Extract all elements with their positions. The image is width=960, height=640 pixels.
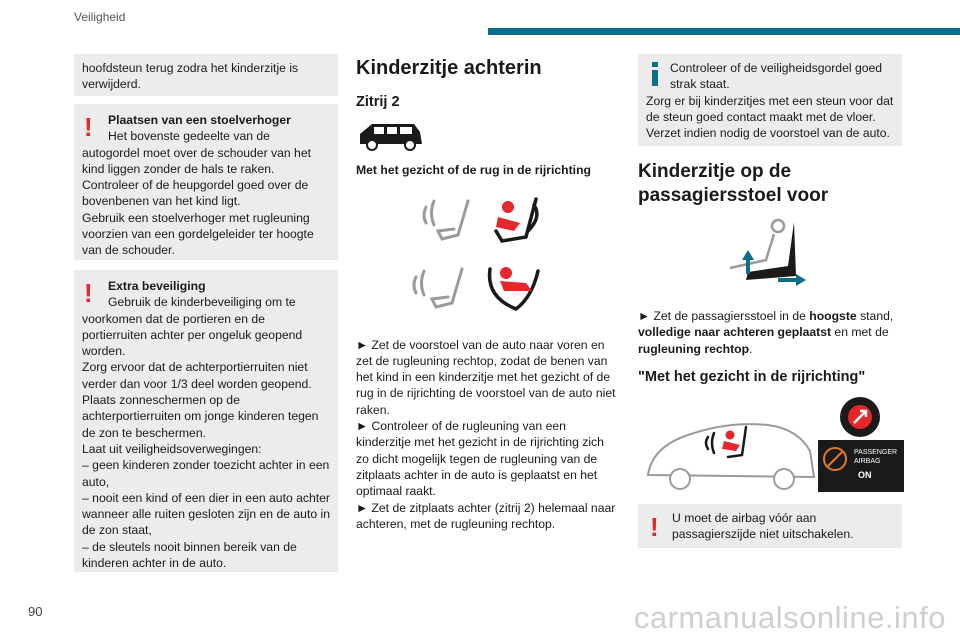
note-box-headrest — [74, 54, 338, 96]
warning-box-extra — [74, 270, 338, 572]
box-line: Plaats zonneschermen op de achterportierruiten om jonge kinderen tegen de zon te beschermen. — [82, 393, 319, 440]
figure-caption: Met het gezicht of de rug in de rijrichting — [356, 163, 591, 178]
warning-icon: ! — [84, 278, 93, 308]
box-line: – geen kinderen zonder toezicht achter in een auto, — [82, 458, 330, 489]
info-line: Controleer of de veiligheidsgordel goed strak staat. — [670, 61, 883, 92]
box-title: Extra beveiliging — [108, 279, 206, 293]
text-run: en met de — [831, 325, 889, 340]
airbag-label-mid: AIRBAG — [854, 458, 881, 465]
info-icon — [650, 62, 660, 86]
text-run: stand, — [856, 309, 894, 323]
airbag-state: ON — [858, 470, 872, 480]
seat-adjust-figure — [638, 216, 904, 296]
section-heading: Kinderzitje op de passagiersstoel voor — [638, 161, 829, 206]
airbag-off-switch-icon — [840, 397, 880, 437]
child-seat-figure — [356, 187, 620, 327]
box-line: Het bovenste gedeelte van de autogordel moet over de schouder van het kind liggen zonder de hals te raken. — [82, 129, 312, 176]
page-number: 90 — [28, 604, 43, 619]
text-run: ► Zet de passagiersstoel in de — [638, 309, 810, 323]
airbag-child-seat-icon — [822, 446, 848, 472]
box-line: Laat uit veiligheidsoverwegingen: — [82, 441, 262, 456]
column-front-seat — [638, 160, 904, 505]
section-heading: Kinderzitje achterin — [356, 57, 542, 79]
box-title: Plaatsen van een stoelverhoger — [108, 113, 291, 127]
warning-icon: ! — [84, 112, 93, 142]
column-rear-seat — [356, 56, 620, 532]
text-run: . — [749, 341, 753, 356]
section-title: Veiligheid — [74, 10, 126, 24]
warning-icon: ! — [650, 512, 659, 542]
box-line: – nooit een kind of een dier in een auto achter wanneer alle ruiten gesloten zijn en de auto in de zon staat, — [82, 490, 330, 538]
info-line: Zorg er bij kinderzitjes met een steun voor dat de steun goed contact maakt met de vloer. — [646, 93, 894, 124]
warning-box-airbag — [638, 504, 902, 548]
paragraph: ► Zet de voorstoel van de auto naar voren en zet de rugleuning rechtop, zodat de benen van het kind in een kinderzitje met het gezicht of de rug in de rijrichting de voorstoel van de auto niet raken. — [356, 337, 616, 417]
box-line: Zorg ervoor dat de achterportierruiten niet verder dan voor 1/3 deel worden geopend. — [82, 360, 312, 391]
box-line: – de sleutels nooit binnen bereik van de kinderen achter in de auto. — [82, 539, 297, 571]
info-line: Verzet indien nodig de voorstoel van de auto. — [646, 126, 890, 141]
sub-heading: "Met het gezicht in de rijrichting" — [638, 368, 866, 385]
watermark: carmanualsonline.info — [633, 600, 946, 635]
paragraph: ► Zet de zitplaats achter (zitrij 2) helemaal naar achteren, met de rugleuning rechtop. — [356, 500, 616, 531]
info-box — [638, 54, 902, 146]
warning-text: U moet de airbag vóór aan passagierszijde niet uitschakelen. — [672, 511, 854, 542]
header-accent-bar — [488, 28, 960, 35]
note-text: hoofdsteun terug zodra het kinderzitje is verwijderd. — [82, 61, 299, 92]
text-run-bold: rugleuning rechtop — [638, 341, 750, 356]
text-run-bold: hoogste — [809, 309, 857, 323]
paragraph — [638, 309, 893, 356]
box-line: Gebruik een stoelverhoger met rugleuning voorzien van een gordelgeleider ter hoogte van de schouder. — [82, 210, 314, 258]
box-line: Gebruik de kinderbeveiliging om te voorkomen dat de portieren en de portierruiten achter per ongeluk geopend worden. — [82, 295, 303, 359]
box-line: Controleer of de heupgordel goed over de bovenbenen van het kind ligt. — [82, 178, 309, 209]
van-icon — [356, 118, 426, 152]
row-heading: Zitrij 2 — [356, 94, 400, 110]
paragraph: ► Controleer of de rugleuning van een kinderzitje met het gezicht in de rijrichting zich zo dicht mogelijk tegen de rugleuning van de zitplaats achter in de auto is geplaatst en het optimaal raakt. — [356, 419, 604, 499]
airbag-label-top: PASSENGER — [854, 449, 898, 456]
airbag-indicator-panel — [818, 440, 904, 492]
text-run-bold: volledige naar achteren geplaatst — [638, 325, 832, 340]
warning-box-booster — [74, 104, 338, 260]
